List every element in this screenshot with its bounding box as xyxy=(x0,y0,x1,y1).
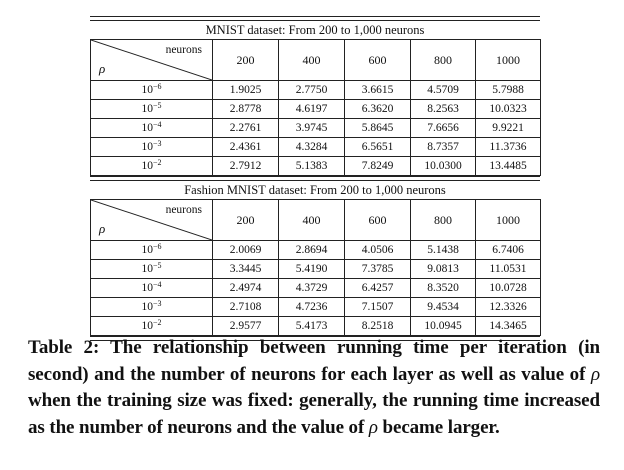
column-header: 400 xyxy=(279,200,345,241)
time-cell: 4.3284 xyxy=(279,138,345,157)
time-cell: 1.9025 xyxy=(213,81,279,100)
results-table-block xyxy=(90,16,540,341)
results-table xyxy=(90,39,541,176)
time-cell: 10.0323 xyxy=(476,100,541,119)
time-cell: 5.1383 xyxy=(279,157,345,176)
rho-label: ρ xyxy=(99,221,106,236)
table-title: MNIST dataset: From 200 to 1,000 neurons xyxy=(205,23,425,37)
time-cell: 2.7108 xyxy=(213,298,279,317)
time-cell: 11.0531 xyxy=(476,260,541,279)
time-cell: 9.4534 xyxy=(411,298,476,317)
rho-value-cell xyxy=(91,241,213,260)
time-cell: 2.4361 xyxy=(213,138,279,157)
corner-cell xyxy=(91,200,213,241)
caption-rho-2: ρ xyxy=(368,416,378,438)
rho-value-cell xyxy=(91,138,213,157)
rho-value-cell xyxy=(91,157,213,176)
tables-container xyxy=(90,21,540,341)
time-cell: 5.4173 xyxy=(279,317,345,336)
time-cell: 11.3736 xyxy=(476,138,541,157)
rho-base: 10 xyxy=(141,83,153,96)
rho-exponent: −6 xyxy=(152,81,162,91)
rho-value-cell xyxy=(91,317,213,336)
time-cell: 8.7357 xyxy=(411,138,476,157)
rho-base: 10 xyxy=(141,140,153,153)
rho-exponent: −5 xyxy=(152,100,162,110)
rho-value-cell xyxy=(91,81,213,100)
column-header: 1000 xyxy=(476,200,541,241)
rho-label: ρ xyxy=(99,61,106,76)
time-cell: 10.0728 xyxy=(476,279,541,298)
time-cell: 5.1438 xyxy=(411,241,476,260)
time-cell: 6.7406 xyxy=(476,241,541,260)
table-row xyxy=(91,119,541,138)
column-header: 800 xyxy=(411,40,476,81)
time-cell: 2.7912 xyxy=(213,157,279,176)
column-header: 600 xyxy=(345,200,411,241)
table-row xyxy=(91,260,541,279)
time-cell: 4.3729 xyxy=(279,279,345,298)
corner-cell xyxy=(91,40,213,81)
table-row xyxy=(91,298,541,317)
rho-base: 10 xyxy=(141,262,153,275)
rho-base: 10 xyxy=(141,243,153,256)
time-cell: 5.4190 xyxy=(279,260,345,279)
rho-base: 10 xyxy=(141,102,153,115)
column-header: 400 xyxy=(279,40,345,81)
rho-exponent: −5 xyxy=(152,260,162,270)
time-cell: 3.3445 xyxy=(213,260,279,279)
time-cell: 4.6197 xyxy=(279,100,345,119)
time-cell: 2.8694 xyxy=(279,241,345,260)
table-row xyxy=(91,81,541,100)
time-cell: 7.6656 xyxy=(411,119,476,138)
rho-value-cell xyxy=(91,279,213,298)
table-row xyxy=(91,279,541,298)
time-cell: 3.9745 xyxy=(279,119,345,138)
caption-part1: Table 2: The relationship between running time per iteration (in second) and the number of neurons for each layer as well as value of xyxy=(28,337,600,385)
time-cell: 7.3785 xyxy=(345,260,411,279)
rho-value-cell xyxy=(91,119,213,138)
time-cell: 2.7750 xyxy=(279,81,345,100)
rho-value-cell xyxy=(91,260,213,279)
time-cell: 7.1507 xyxy=(345,298,411,317)
time-cell: 9.0813 xyxy=(411,260,476,279)
rho-exponent: −4 xyxy=(152,279,162,289)
time-cell: 6.4257 xyxy=(345,279,411,298)
caption-rho-1: ρ xyxy=(590,363,600,385)
table-title: Fashion MNIST dataset: From 200 to 1,000 neurons xyxy=(184,183,446,197)
rho-exponent: −4 xyxy=(152,119,162,129)
table-caption xyxy=(28,335,600,441)
time-cell: 5.8645 xyxy=(345,119,411,138)
time-cell: 12.3326 xyxy=(476,298,541,317)
table-row xyxy=(91,157,541,176)
time-cell: 14.3465 xyxy=(476,317,541,336)
time-cell: 7.8249 xyxy=(345,157,411,176)
column-header: 200 xyxy=(213,200,279,241)
rho-value-cell xyxy=(91,298,213,317)
time-cell: 10.0300 xyxy=(411,157,476,176)
time-cell: 6.3620 xyxy=(345,100,411,119)
rho-base: 10 xyxy=(141,121,153,134)
time-cell: 2.4974 xyxy=(213,279,279,298)
rho-base: 10 xyxy=(141,319,153,332)
time-cell: 13.4485 xyxy=(476,157,541,176)
time-cell: 5.7988 xyxy=(476,81,541,100)
rho-base: 10 xyxy=(141,281,153,294)
time-cell: 2.2761 xyxy=(213,119,279,138)
column-header: 200 xyxy=(213,40,279,81)
rho-exponent: −2 xyxy=(152,157,162,167)
rho-value-cell xyxy=(91,100,213,119)
time-cell: 4.5709 xyxy=(411,81,476,100)
caption-part3: became larger. xyxy=(377,416,500,438)
time-cell: 4.0506 xyxy=(345,241,411,260)
header-row xyxy=(91,200,541,241)
time-cell: 9.9221 xyxy=(476,119,541,138)
time-cell: 8.3520 xyxy=(411,279,476,298)
rho-exponent: −3 xyxy=(152,138,162,148)
time-cell: 2.9577 xyxy=(213,317,279,336)
rho-base: 10 xyxy=(141,159,153,172)
time-cell: 10.0945 xyxy=(411,317,476,336)
rho-exponent: −2 xyxy=(152,317,162,327)
time-cell: 8.2518 xyxy=(345,317,411,336)
rho-exponent: −6 xyxy=(152,241,162,251)
time-cell: 6.5651 xyxy=(345,138,411,157)
results-table xyxy=(90,199,541,336)
column-header: 600 xyxy=(345,40,411,81)
neurons-label: neurons xyxy=(165,44,202,56)
column-header: 800 xyxy=(411,200,476,241)
table-row xyxy=(91,100,541,119)
table-row xyxy=(91,138,541,157)
table-row xyxy=(91,317,541,336)
rho-base: 10 xyxy=(141,300,153,313)
time-cell: 4.7236 xyxy=(279,298,345,317)
caption-part2: when the training size was fixed: generally, the running time increased as the number of neurons and the value of xyxy=(28,390,600,438)
neurons-label: neurons xyxy=(165,204,202,216)
time-cell: 8.2563 xyxy=(411,100,476,119)
table-row xyxy=(91,241,541,260)
time-cell: 2.8778 xyxy=(213,100,279,119)
rho-exponent: −3 xyxy=(152,298,162,308)
column-header: 1000 xyxy=(476,40,541,81)
time-cell: 3.6615 xyxy=(345,81,411,100)
header-row xyxy=(91,40,541,81)
time-cell: 2.0069 xyxy=(213,241,279,260)
